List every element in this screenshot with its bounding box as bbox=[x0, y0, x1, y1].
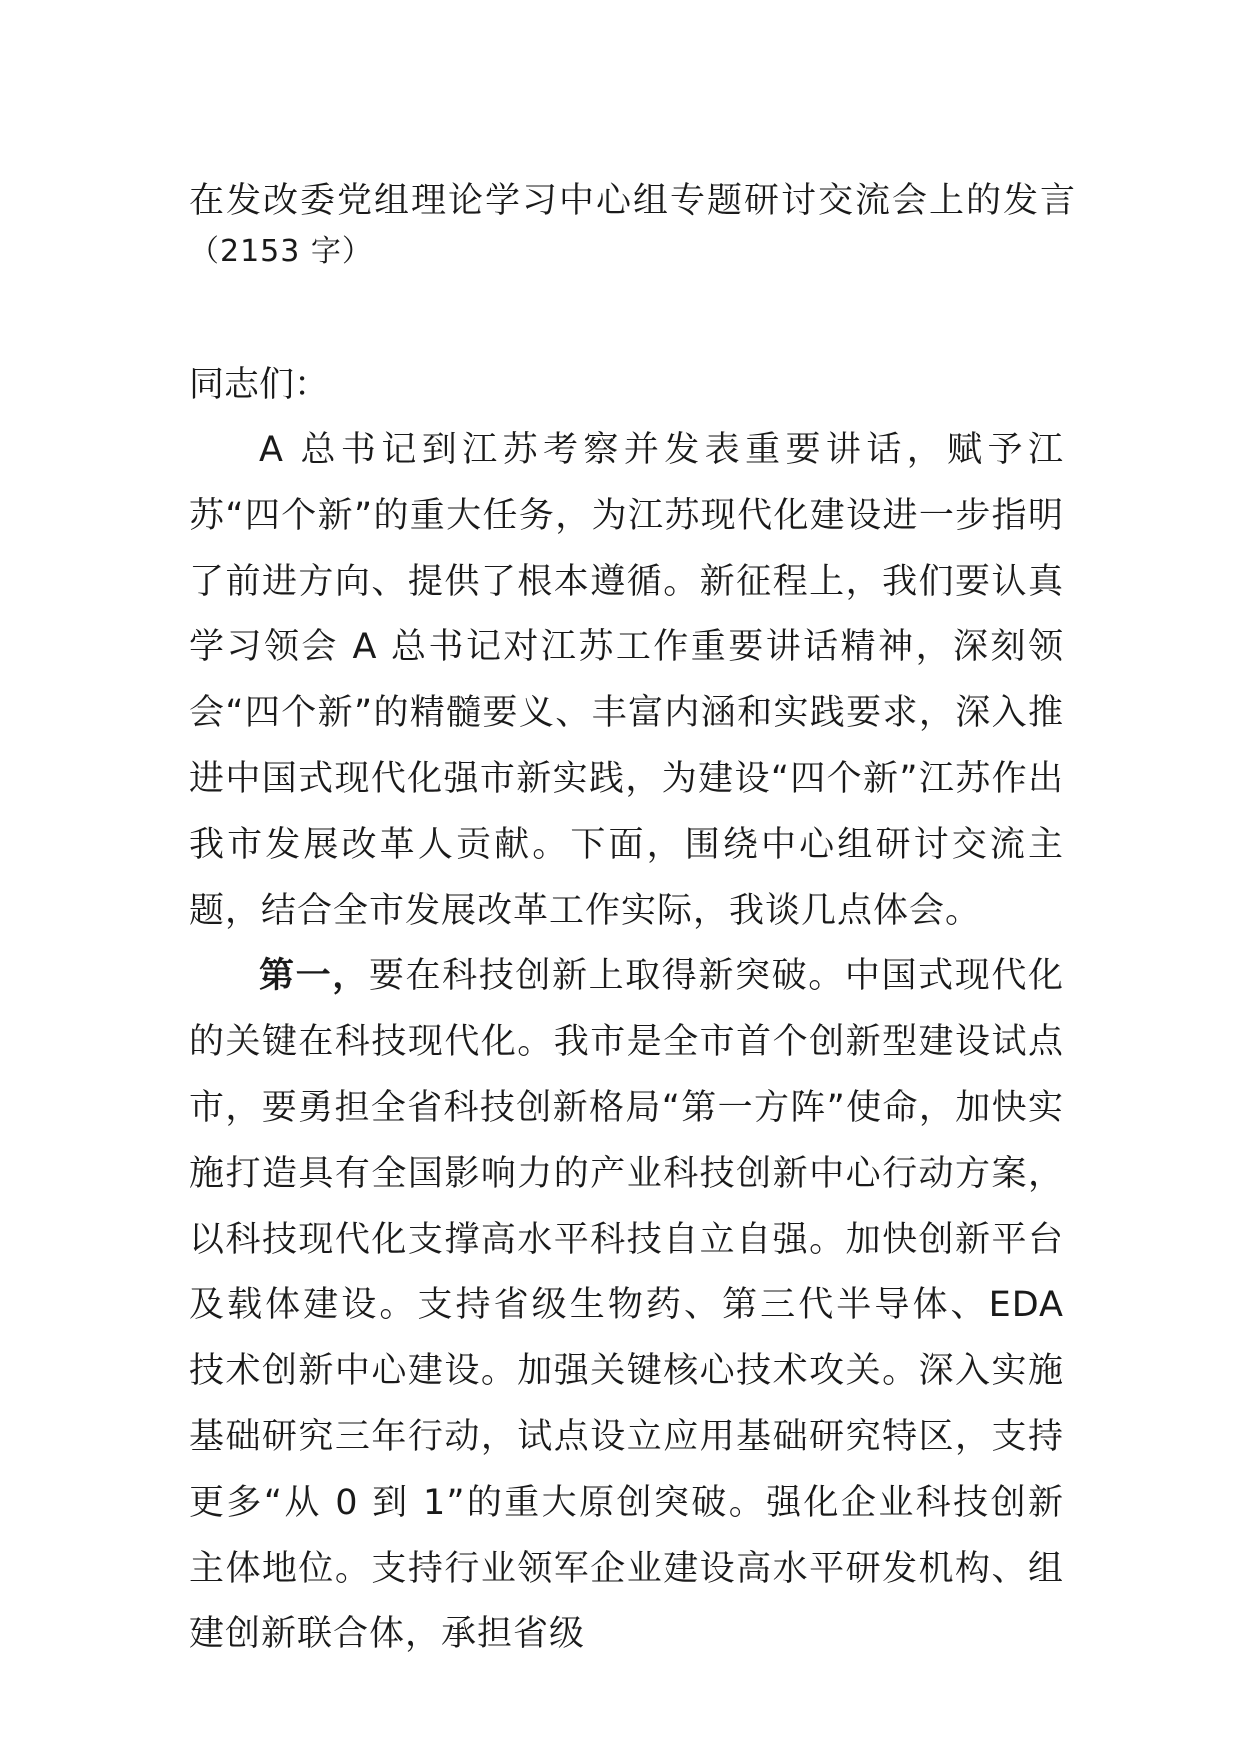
paragraph-lead: 第一， bbox=[259, 956, 369, 997]
word-count: （2153 字） bbox=[189, 234, 373, 269]
document-body bbox=[189, 168, 1078, 1668]
paragraph-text: A 总书记到江苏考察并发表重要讲话，赋予江苏“四个新”的重大任务，为江苏现代化建设进一步指明了前进方向、提供了根本遵循。新征程上，我们要认真学习领会 A 总书记对江苏工作重要讲话精神，深刻领会“四个新”的精髓要义、丰富内涵和实践要求，深入推进中国式现代化强市新实践，为建设“四个新”江苏作出我市发展改革人贡献。下面，围绕中心组研讨交流主题，结合全市发展改革工作实际，我谈几点体会。 bbox=[189, 430, 1064, 931]
salutation: 同志们： bbox=[189, 365, 330, 405]
paragraph-text: 要在科技创新上取得新突破。中国式现代化的关键在科技现代化。我市是全市首个创新型建设试点市，要勇担全省科技创新格局“第一方阵”使命，加快实施打造具有全国影响力的产业科技创新中心行动方案，以科技现代化支撑高水平科技自立自强。加快创新平台及载体建设。支持省级生物药、第三代半导体、EDA 技术创新中心建设。加强关键核心技术攻关。深入实施基础研究三年行动，试点设立应用基础研究特区，支持更多“从 0 到 1”的重大原创突破。强化企业科技创新主体地位。支持行业领军企业建设高水平研发机构、组建创新联合体，承担省级 bbox=[189, 956, 1064, 1655]
document-title: 在发改委党组理论学习中心组专题研讨交流会上的发言 bbox=[189, 181, 1078, 221]
paragraph-intro bbox=[189, 418, 1064, 944]
paragraph-first-point bbox=[189, 944, 1064, 1668]
